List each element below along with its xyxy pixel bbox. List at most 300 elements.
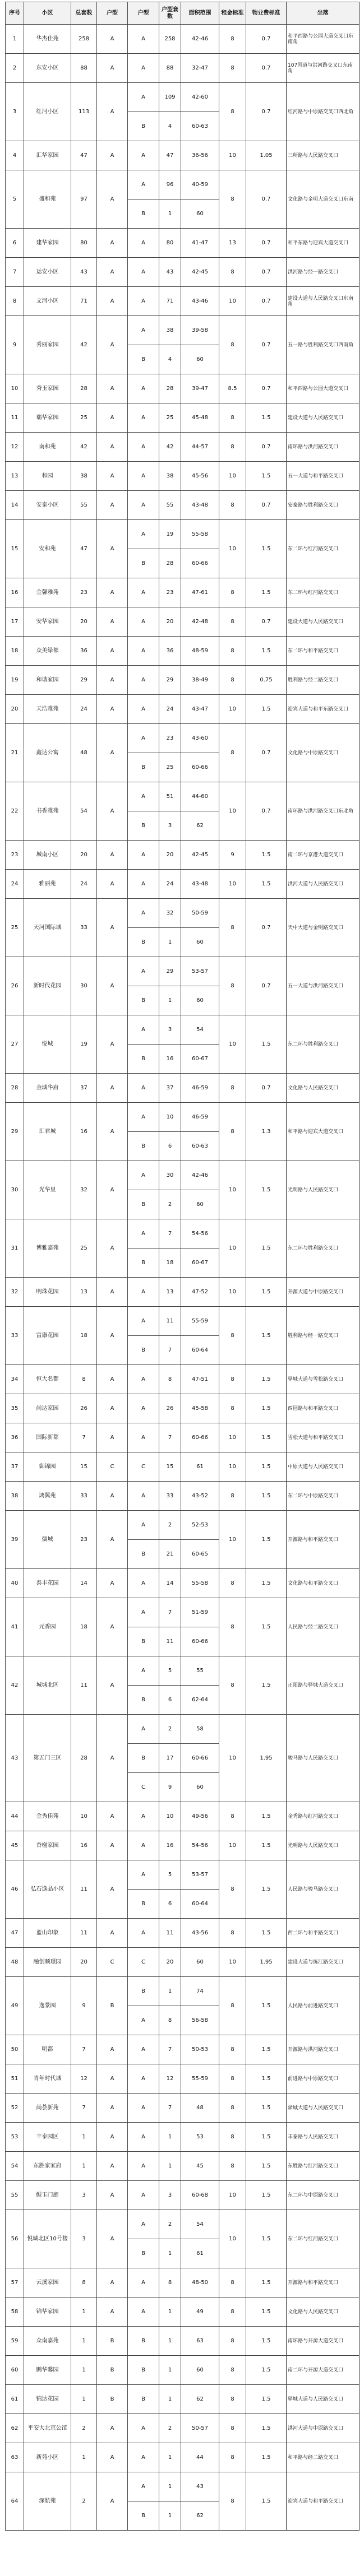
community-name: 鲲玉门庭: [24, 2181, 71, 2210]
rent-standard: 10: [219, 287, 246, 316]
rent-standard: 8: [219, 724, 246, 782]
total-units: 54: [71, 782, 97, 841]
table-row: [6, 899, 360, 928]
total-units: 33: [71, 899, 97, 957]
unit-type: A: [97, 2472, 128, 2531]
property-fee: 1.5: [246, 841, 287, 870]
property-fee: 1.5: [246, 2297, 287, 2327]
location: 洪河大道与人民路交叉口: [287, 870, 360, 899]
unit-type-sub: A: [128, 287, 159, 316]
table-row: [6, 870, 360, 899]
table-row: [6, 1802, 360, 1831]
rent-standard: 8: [219, 170, 246, 229]
location: 文化路与金明大道交叉口东南: [287, 170, 360, 229]
unit-type-sub: B: [128, 811, 159, 841]
table-row: [6, 258, 360, 287]
unit-type-sub: A: [128, 957, 159, 986]
community-name: 儒城: [24, 1511, 71, 1569]
area-range: 60-63: [181, 1132, 219, 1161]
property-fee: 0.7: [246, 433, 287, 462]
area-range: 41-47: [181, 229, 219, 258]
row-index: 5: [6, 170, 24, 229]
table-row: [6, 1482, 360, 1511]
unit-type-sub: B: [128, 2385, 159, 2414]
location: 和平路与迎宾大道交叉口: [287, 1103, 360, 1161]
table-row: [6, 1365, 360, 1394]
unit-type-sub: A: [128, 2414, 159, 2443]
unit-type: A: [97, 1015, 128, 1074]
property-fee: 1.5: [246, 870, 287, 899]
area-range: 62: [181, 811, 219, 841]
unit-type-sub: A: [128, 2123, 159, 2152]
table-row: [6, 1278, 360, 1307]
unit-type-sub: A: [128, 1015, 159, 1045]
total-units: 1: [71, 2297, 97, 2327]
location: 开源路与和平路交叉口: [287, 2268, 360, 2297]
unit-type: A: [97, 1307, 128, 1365]
property-fee: 1.5: [246, 2268, 287, 2297]
location: 中原大道与人民路交叉口: [287, 1452, 360, 1482]
table-row: [6, 1656, 360, 1686]
property-fee: 0.7: [246, 54, 287, 83]
row-index: 25: [6, 899, 24, 957]
table-row: [6, 1307, 360, 1336]
unit-count: 1: [159, 2239, 181, 2268]
total-units: 13: [71, 1278, 97, 1307]
rent-standard: 8: [219, 666, 246, 695]
property-fee: 1.5: [246, 2327, 287, 2356]
unit-type: A: [97, 2181, 128, 2210]
unit-type-sub: A: [128, 2064, 159, 2094]
area-range: 47-51: [181, 1365, 219, 1394]
property-fee: 1.5: [246, 1511, 287, 1569]
unit-count: 33: [159, 1482, 181, 1511]
property-fee: 1.5: [246, 1365, 287, 1394]
unit-type: A: [97, 1715, 128, 1802]
rent-standard: 10: [219, 141, 246, 170]
unit-count: 28: [159, 549, 181, 578]
unit-type: A: [97, 899, 128, 957]
unit-type-sub: A: [128, 1715, 159, 1744]
rent-standard: 8: [219, 83, 246, 141]
rent-standard: 10: [219, 1161, 246, 1219]
unit-count: 109: [159, 83, 181, 112]
rent-standard: 10: [219, 520, 246, 578]
property-fee: 1.5: [246, 403, 287, 433]
unit-type-sub: A: [128, 258, 159, 287]
community-name: 东胜家家府: [24, 2152, 71, 2181]
unit-type-sub: A: [128, 1482, 159, 1511]
total-units: 71: [71, 287, 97, 316]
unit-type-sub: A: [128, 374, 159, 403]
total-units: 19: [71, 1015, 97, 1074]
row-index: 14: [6, 491, 24, 520]
table-row: [6, 637, 360, 666]
row-index: 43: [6, 1715, 24, 1802]
property-fee: 0.7: [246, 607, 287, 637]
table-row: [6, 1394, 360, 1423]
unit-type: A: [97, 870, 128, 899]
row-index: 17: [6, 607, 24, 637]
unit-count: 7: [159, 2035, 181, 2064]
property-fee: 1.5: [246, 1569, 287, 1598]
unit-count: 5: [159, 1656, 181, 1686]
unit-type: A: [97, 2152, 128, 2181]
unit-type-sub: A: [128, 724, 159, 753]
total-units: 28: [71, 1715, 97, 1802]
property-fee: 0.7: [246, 287, 287, 316]
unit-type-sub: A: [128, 491, 159, 520]
total-units: 8: [71, 2268, 97, 2297]
row-index: 15: [6, 520, 24, 578]
area-range: 47-61: [181, 578, 219, 607]
area-range: 45-48: [181, 403, 219, 433]
table-row: [6, 1015, 360, 1045]
property-fee: 0.7: [246, 83, 287, 141]
total-units: 32: [71, 1161, 97, 1219]
property-fee: 1.5: [246, 1307, 287, 1365]
row-index: 49: [6, 1977, 24, 2035]
unit-type-sub: A: [128, 2006, 159, 2035]
rent-standard: 8: [219, 2152, 246, 2181]
unit-type-sub: A: [128, 403, 159, 433]
header-community: 小区: [24, 2, 71, 25]
unit-type: A: [97, 316, 128, 374]
rent-standard: 8: [219, 607, 246, 637]
unit-type-sub: A: [128, 2297, 159, 2327]
location: 和平路与经二路交叉口: [287, 2443, 360, 2472]
table-row: [6, 695, 360, 724]
table-row: [6, 316, 360, 345]
area-range: 42-48: [181, 607, 219, 637]
unit-count: 14: [159, 1569, 181, 1598]
table-row: [6, 1977, 360, 2006]
area-range: 63: [181, 2327, 219, 2356]
unit-type-sub: A: [128, 870, 159, 899]
community-name: 汇华家园: [24, 141, 71, 170]
unit-type: A: [97, 957, 128, 1015]
total-units: 3: [71, 2210, 97, 2268]
rent-standard: 8: [219, 2385, 246, 2414]
unit-count: 1: [159, 2501, 181, 2531]
location: 雪松大道与和平路交叉口: [287, 1423, 360, 1452]
area-range: 60: [181, 1948, 219, 1977]
total-units: 25: [71, 1219, 97, 1278]
location: 驿城大道与人民路交叉口: [287, 2385, 360, 2414]
unit-type-sub: A: [128, 1656, 159, 1686]
unit-type: A: [97, 2094, 128, 2123]
location: 洪河路与经一路交叉口: [287, 258, 360, 287]
table-row: [6, 433, 360, 462]
community-name: 建华家园: [24, 229, 71, 258]
unit-count: 1: [159, 2152, 181, 2181]
row-index: 1: [6, 25, 24, 54]
location: 五一路与胜利路交叉口西南角: [287, 316, 360, 374]
area-range: 46-59: [181, 1074, 219, 1103]
total-units: 18: [71, 1598, 97, 1656]
unit-count: 5: [159, 1860, 181, 1890]
total-units: 3: [71, 2181, 97, 2210]
community-name: 悦城北区10号楼: [24, 2210, 71, 2268]
rent-standard: 8: [219, 2327, 246, 2356]
community-name: 深航苑: [24, 2472, 71, 2531]
rent-standard: 8: [219, 54, 246, 83]
area-range: 61: [181, 2239, 219, 2268]
unit-type: B: [97, 2327, 128, 2356]
unit-type-sub: C: [128, 1452, 159, 1482]
property-fee: 0.7: [246, 899, 287, 957]
area-range: 49: [181, 2297, 219, 2327]
rent-standard: 10: [219, 782, 246, 841]
unit-type: B: [97, 2356, 128, 2385]
area-range: 53: [181, 2123, 219, 2152]
unit-type-sub: A: [128, 83, 159, 112]
location: 东二环与中原路交叉口: [287, 1482, 360, 1511]
unit-count: 1: [159, 2385, 181, 2414]
location: 东二环与胜利路交叉口: [287, 1219, 360, 1278]
unit-type-sub: B: [128, 2327, 159, 2356]
property-fee: 0.7: [246, 316, 287, 374]
area-range: 44-60: [181, 782, 219, 811]
rent-standard: 8: [219, 1919, 246, 1948]
unit-type: A: [97, 2210, 128, 2268]
rent-standard: 8: [219, 403, 246, 433]
unit-type-sub: B: [128, 986, 159, 1015]
property-fee: 1.5: [246, 695, 287, 724]
unit-count: 2: [159, 2414, 181, 2443]
community-name: 安泰小区: [24, 491, 71, 520]
property-fee: 1.5: [246, 1278, 287, 1307]
property-fee: 0.7: [246, 374, 287, 403]
location: 东二环与红河路交叉口: [287, 2210, 360, 2268]
unit-type: B: [97, 2385, 128, 2414]
property-fee: 0.7: [246, 491, 287, 520]
location: 丰泰路与人民路交叉口: [287, 2123, 360, 2152]
rent-standard: 8: [219, 1482, 246, 1511]
property-fee: 1.5: [246, 578, 287, 607]
row-index: 28: [6, 1074, 24, 1103]
unit-type-sub: B: [128, 1132, 159, 1161]
total-units: 1: [71, 2152, 97, 2181]
property-fee: 0.7: [246, 229, 287, 258]
community-name: 国际新都: [24, 1423, 71, 1452]
rent-standard: 8: [219, 957, 246, 1015]
total-units: 42: [71, 316, 97, 374]
row-index: 44: [6, 1802, 24, 1831]
community-name: 恒大名都: [24, 1365, 71, 1394]
table-row: [6, 2064, 360, 2094]
header-row: [6, 2, 360, 25]
rent-standard: 8: [219, 1656, 246, 1715]
rent-standard: 10: [219, 870, 246, 899]
unit-type: A: [97, 258, 128, 287]
property-fee: 0.7: [246, 782, 287, 841]
community-name: 雅丽苑: [24, 870, 71, 899]
unit-type: A: [97, 1511, 128, 1569]
row-index: 26: [6, 957, 24, 1015]
table-row: [6, 2210, 360, 2239]
area-range: 60-66: [181, 753, 219, 782]
property-fee: 1.5: [246, 2385, 287, 2414]
area-range: 47-52: [181, 1278, 219, 1307]
rent-standard: 8: [219, 1802, 246, 1831]
unit-type-sub: B: [128, 1890, 159, 1919]
area-range: 43: [181, 2472, 219, 2501]
row-index: 8: [6, 287, 24, 316]
row-index: 55: [6, 2181, 24, 2210]
area-range: 60-64: [181, 1336, 219, 1365]
unit-type-sub: A: [128, 1598, 159, 1627]
rent-standard: 8: [219, 25, 246, 54]
table-row: [6, 2472, 360, 2501]
area-range: 48-59: [181, 637, 219, 666]
property-fee: 1.5: [246, 1860, 287, 1919]
unit-type: A: [97, 1656, 128, 1715]
row-index: 35: [6, 1394, 24, 1423]
unit-type: A: [97, 2064, 128, 2094]
unit-count: 36: [159, 637, 181, 666]
unit-type-sub: B: [128, 753, 159, 782]
unit-type-sub: A: [128, 141, 159, 170]
community-name: 瑞华家园: [24, 403, 71, 433]
row-index: 57: [6, 2268, 24, 2297]
unit-count: 96: [159, 170, 181, 199]
unit-count: 51: [159, 782, 181, 811]
rent-standard: 8: [219, 2356, 246, 2385]
area-range: 43-46: [181, 287, 219, 316]
row-index: 2: [6, 54, 24, 83]
total-units: 20: [71, 607, 97, 637]
row-index: 18: [6, 637, 24, 666]
community-name: 博雅嘉苑: [24, 1219, 71, 1278]
unit-type: A: [97, 637, 128, 666]
total-units: 7: [71, 2094, 97, 2123]
unit-count: 26: [159, 1394, 181, 1423]
total-units: 29: [71, 666, 97, 695]
row-index: 7: [6, 258, 24, 287]
unit-count: 20: [159, 607, 181, 637]
community-name: 和谐家园: [24, 666, 71, 695]
community-name: 华杰佳苑: [24, 25, 71, 54]
unit-count: 7: [159, 2094, 181, 2123]
unit-type-sub: A: [128, 1161, 159, 1190]
rent-standard: 10: [219, 1511, 246, 1569]
unit-type: A: [97, 54, 128, 83]
location: 开源大道与中原路交叉口: [287, 1278, 360, 1307]
total-units: 24: [71, 695, 97, 724]
community-name: 御锦园: [24, 1452, 71, 1482]
area-range: 46-59: [181, 1103, 219, 1132]
unit-type: A: [97, 1860, 128, 1919]
area-range: 60: [181, 1190, 219, 1219]
unit-type-sub: A: [128, 1860, 159, 1890]
unit-type-sub: A: [128, 1831, 159, 1860]
unit-count: 2: [159, 1190, 181, 1219]
unit-type-sub: B: [128, 1540, 159, 1569]
total-units: 30: [71, 957, 97, 1015]
unit-type: A: [97, 1394, 128, 1423]
unit-type-sub: A: [128, 1365, 159, 1394]
location: 东二环与中原路交叉口: [287, 2181, 360, 2210]
table-row: [6, 2356, 360, 2385]
table-row: [6, 1831, 360, 1860]
location: 建设大道与人民路交叉口东南角: [287, 287, 360, 316]
rent-standard: 8: [219, 2268, 246, 2297]
community-name: 泰丰花园: [24, 1569, 71, 1598]
table-row: [6, 1103, 360, 1132]
row-index: 56: [6, 2210, 24, 2268]
property-fee: 1.5: [246, 1161, 287, 1219]
property-fee: 1.5: [246, 1482, 287, 1511]
area-range: 44-57: [181, 433, 219, 462]
area-range: 32-47: [181, 54, 219, 83]
total-units: 258: [71, 25, 97, 54]
community-name: 众南嘉苑: [24, 2327, 71, 2356]
community-name: 平安大北京公馆: [24, 2414, 71, 2443]
location: 开源路与洪河路交叉口: [287, 2035, 360, 2064]
area-range: 55-59: [181, 1307, 219, 1336]
area-range: 42-46: [181, 1161, 219, 1190]
community-name: 锦华家园: [24, 2297, 71, 2327]
total-units: 16: [71, 1831, 97, 1860]
total-units: 1: [71, 2327, 97, 2356]
table-row: [6, 170, 360, 199]
property-fee: 1.5: [246, 1219, 287, 1278]
unit-type-sub: A: [128, 1569, 159, 1598]
location: 107国道与洪河路交叉口东南角: [287, 54, 360, 83]
total-units: 43: [71, 258, 97, 287]
total-units: 2: [71, 2472, 97, 2531]
total-units: 14: [71, 1569, 97, 1598]
row-index: 13: [6, 462, 24, 491]
table-row: [6, 724, 360, 753]
rent-standard: 8.5: [219, 374, 246, 403]
unit-type: A: [97, 25, 128, 54]
community-name: 明珠花园: [24, 1278, 71, 1307]
row-index: 41: [6, 1598, 24, 1656]
row-index: 19: [6, 666, 24, 695]
row-index: 58: [6, 2297, 24, 2327]
location: 文化路与中原路交叉口: [287, 724, 360, 782]
header-unit-type: 户型: [97, 2, 128, 25]
community-name: 安华家园: [24, 607, 71, 637]
area-range: 55: [181, 1656, 219, 1686]
community-name: 红河小区: [24, 83, 71, 141]
property-fee: 1.95: [246, 1715, 287, 1802]
community-name: 东安小区: [24, 54, 71, 83]
unit-count: 20: [159, 1948, 181, 1977]
unit-type-sub: B: [128, 928, 159, 957]
unit-type: A: [97, 433, 128, 462]
area-range: 44: [181, 2443, 219, 2472]
location: 天中大道与金明路交叉口: [287, 899, 360, 957]
table-row: [6, 578, 360, 607]
row-index: 48: [6, 1948, 24, 1977]
property-fee: 1.05: [246, 141, 287, 170]
area-range: 60-66: [181, 1423, 219, 1452]
rent-standard: 10: [219, 695, 246, 724]
row-index: 6: [6, 229, 24, 258]
header-unit-type-sub: 户型: [128, 2, 159, 25]
unit-type-sub: A: [128, 1511, 159, 1540]
unit-count: 43: [159, 258, 181, 287]
unit-count: 23: [159, 724, 181, 753]
unit-count: 7: [159, 1219, 181, 1248]
property-fee: 1.5: [246, 2094, 287, 2123]
table-row: [6, 2327, 360, 2356]
location: 胜利路与经二路交叉口: [287, 666, 360, 695]
area-range: 53-57: [181, 957, 219, 986]
